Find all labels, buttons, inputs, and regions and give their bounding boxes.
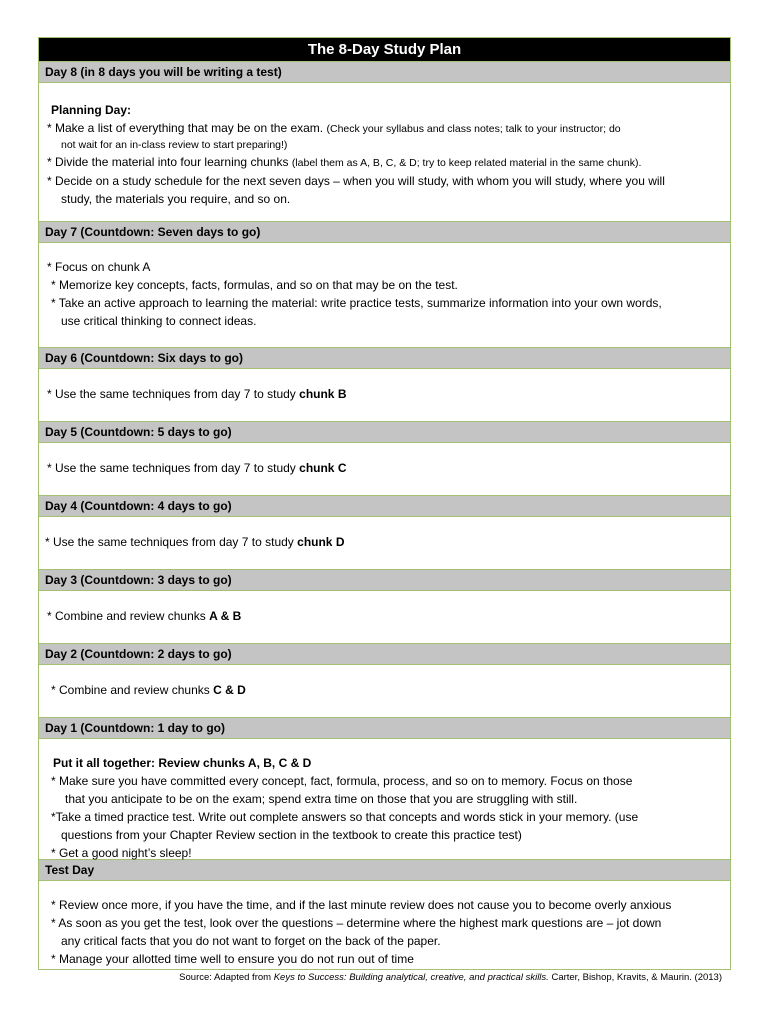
chunk-label: chunk C	[299, 461, 347, 475]
section-heading-day-1: Day 1 (Countdown: 1 day to go)	[39, 717, 730, 739]
list-item: * Get a good night’s sleep!	[51, 846, 192, 860]
section-heading-day-6: Day 6 (Countdown: Six days to go)	[39, 347, 730, 369]
section-body-day-6	[39, 369, 730, 421]
list-item-text: * Divide the material into four learning chunks	[47, 155, 289, 169]
list-item	[45, 533, 724, 551]
list-item-continued: any critical facts that you do not want to forget on the back of the paper.	[61, 934, 441, 948]
list-item: *Take a timed practice test. Write out complete answers so that concepts and words stick in your memory. (use	[51, 810, 639, 824]
source-prefix: Source: Adapted from	[179, 972, 272, 983]
list-item-text: * Combine and review chunks	[51, 683, 210, 697]
section-body-day-3	[39, 591, 730, 643]
source-authors: Carter, Bishop, Kravits, & Maurin. (2013)	[551, 972, 722, 983]
section-heading-day-5: Day 5 (Countdown: 5 days to go)	[39, 421, 730, 443]
section-heading-day-4: Day 4 (Countdown: 4 days to go)	[39, 495, 730, 517]
chunk-label: chunk B	[299, 387, 347, 401]
study-plan-table	[38, 37, 731, 970]
list-item: * Review once more, if you have the time, and if the last minute review does not cause you to become overly anxious	[51, 898, 672, 912]
section-body-test-day	[39, 881, 730, 969]
section-body-day-5	[39, 443, 730, 495]
list-item	[47, 153, 724, 172]
put-together-label: Put it all together: Review chunks A, B, C & D	[53, 756, 312, 770]
list-item-text: * Combine and review chunks	[47, 609, 206, 623]
list-item-continued: that you anticipate to be on the exam; spend extra time on those that you are struggling with still.	[65, 792, 578, 806]
planning-day-label: Planning Day:	[51, 103, 132, 117]
section-heading-day-7: Day 7 (Countdown: Seven days to go)	[39, 221, 730, 243]
source-book-title: Keys to Success: Building analytical, creative, and practical skills.	[273, 972, 549, 983]
chunk-label: A & B	[209, 609, 242, 623]
list-item	[47, 119, 724, 138]
list-item-text: * Use the same techniques from day 7 to study	[45, 535, 294, 549]
section-heading-day-2: Day 2 (Countdown: 2 days to go)	[39, 643, 730, 665]
list-item: * Focus on chunk A	[47, 260, 151, 274]
section-body-day-7	[39, 243, 730, 347]
section-heading-test-day: Test Day	[39, 859, 730, 881]
list-item-continued: study, the materials you require, and so on.	[61, 192, 291, 206]
list-item-note: (Check your syllabus and class notes; talk to your instructor; do	[326, 123, 621, 135]
list-item-text: * Use the same techniques from day 7 to study	[47, 387, 296, 401]
list-item: * Memorize key concepts, facts, formulas, and so on that may be on the test.	[51, 278, 458, 292]
list-item-continued: use critical thinking to connect ideas.	[61, 314, 257, 328]
list-item	[47, 385, 724, 403]
list-item	[51, 681, 724, 699]
list-item: * Make sure you have committed every concept, fact, formula, process, and so on to memory. Focus on those	[51, 774, 633, 788]
list-item	[47, 459, 724, 477]
section-heading-day-8: Day 8 (in 8 days you will be writing a test)	[39, 61, 730, 83]
list-item-note: not wait for an in-class review to start preparing!)	[61, 139, 288, 151]
list-item-note: (label them as A, B, C, & D; try to keep related material in the same chunk).	[291, 157, 642, 169]
section-body-day-4	[39, 517, 730, 569]
section-body-day-2	[39, 665, 730, 717]
list-item-continued: questions from your Chapter Review section in the textbook to create this practice test)	[61, 828, 522, 842]
page-title: The 8-Day Study Plan	[39, 38, 730, 61]
list-item-text: * Make a list of everything that may be on the exam.	[47, 121, 324, 135]
list-item-text: * Use the same techniques from day 7 to study	[47, 461, 296, 475]
list-item: * Manage your allotted time well to ensure you do not run out of time	[51, 952, 414, 966]
source-citation	[179, 972, 722, 983]
chunk-label: C & D	[213, 683, 246, 697]
chunk-label: chunk D	[297, 535, 345, 549]
list-item: * Decide on a study schedule for the next seven days – when you will study, with whom you will study, where you will	[47, 174, 665, 188]
section-body-day-8	[39, 83, 730, 221]
section-body-day-1	[39, 739, 730, 859]
section-heading-day-3: Day 3 (Countdown: 3 days to go)	[39, 569, 730, 591]
list-item: * As soon as you get the test, look over the questions – determine where the highest mark questions are – jot down	[51, 916, 662, 930]
list-item: * Take an active approach to learning the material: write practice tests, summarize information into your own words,	[51, 296, 662, 310]
list-item	[47, 607, 724, 625]
